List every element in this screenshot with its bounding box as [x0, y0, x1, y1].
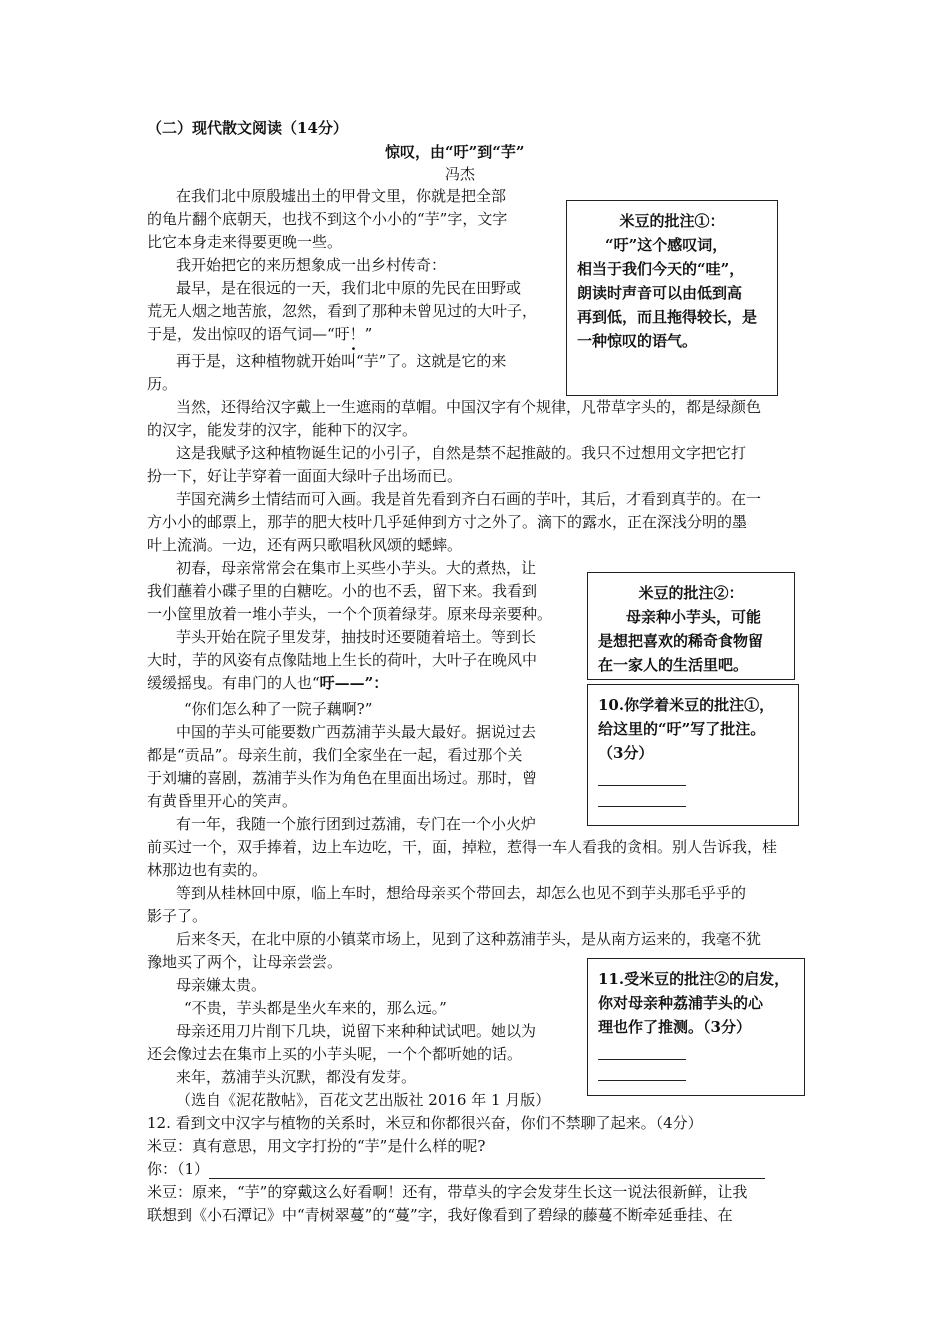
text-line: 历。 [147, 375, 178, 393]
text-line: “你们怎么种了一院子藕啊?” [184, 700, 373, 718]
emphasized-word: 吁——”： [319, 674, 389, 692]
question-line: 理也作了推测。（3分） [598, 1018, 751, 1036]
question-11-box [587, 958, 805, 1096]
text-line: 前买过一个，双手捧着，边上车边吃，干，面，掉粒，惹得一车人看我的贪相。别人告诉我，桂 [147, 838, 778, 856]
source-citation: （选自《泥花散帖》，百花文艺出版社 2016 年 1 月版） [176, 1091, 551, 1109]
text-line: 后来冬天，在北中原的小镇菜市场上，见到了这种荔浦芋头，是从南方运来的，我毫不犹 [176, 930, 762, 948]
dialog-midou-2: 米豆：原来，“芋”的穿戴这么好看啊！还有，带草头的字会发芽生长这一说法很新鲜，让我 [147, 1183, 748, 1201]
dialog-label: 你：（1） [147, 1160, 210, 1178]
emphasized-word: 吁！” · [335, 325, 373, 343]
text-line: 来年，荔浦芋头沉默，都没有发芽。 [176, 1068, 417, 1086]
text-line: 都是“贡品”。母亲生前，我们全家坐在一起，看过那个关 [147, 746, 523, 764]
text-line: 的汉字，能发芽的汉字，能种下的汉字。 [147, 421, 418, 439]
text-line: 这是我赋予这种植物诞生记的小引子，自然是禁不起推敲的。我只不过想用文字把它打 [176, 444, 747, 462]
text-line: 芋国充满乡土情结而可入画。我是首先看到齐白石画的芋叶，其后，才看到真芋的。在一 [176, 490, 762, 508]
article-title: 惊叹，由“吁”到“芋” [385, 143, 525, 161]
dialog-you-1 [147, 1159, 765, 1179]
answer-blank[interactable] [209, 1162, 765, 1179]
text-line: 影子了。 [147, 907, 208, 925]
annotation-line: 相当于我们今天的“哇”， [577, 260, 745, 278]
text-line: 于刘墉的喜剧，荔浦芋头作为角色在里面出场过。那时，曾 [147, 769, 538, 787]
annotation-line: 再到低，而且拖得较长，是 [577, 308, 758, 326]
section-title: （二）现代散文阅读（14分） [147, 119, 348, 137]
annotation-line: 母亲种小芋头，可能 [626, 608, 762, 626]
question-10-box [587, 684, 799, 826]
question-line: （3分） [598, 744, 654, 762]
text-line: 豫地买了两个，让母亲尝尝。 [147, 953, 343, 971]
annotation-line: 是想把喜欢的稀奇食物留 [598, 632, 764, 650]
text-line: 在我们北中原殷墟出土的甲骨文里，你就是把全部 [176, 187, 507, 205]
annotation-title: 米豆的批注②： [638, 584, 744, 602]
text-line: 初春，母亲常常会在集市上买些小芋头。大的煮热，让 [176, 559, 537, 577]
answer-blank[interactable] [598, 1062, 686, 1081]
text-line [147, 673, 388, 693]
answer-blank[interactable] [598, 767, 686, 786]
text-line: 芋头开始在院子里发芽，抽技时还要随着培土。等到长 [176, 628, 537, 646]
text-line: 母亲嫌太贵。 [176, 976, 267, 994]
dialog-midou-2-cont: 联想到《小石潭记》中“青树翠蔓”的“蔓”字，我好像看到了碧绿的藤蔓不断牵延垂挂、在 [147, 1206, 733, 1224]
annotation-line: 一种惊叹的语气。 [577, 332, 698, 350]
text-line: “不贵，芋头都是坐火车来的，那么远。” [184, 999, 447, 1017]
question-line: 11.受米豆的批注②的启发， [598, 970, 790, 988]
text-segment: 于是，发出惊叹的语气词—“ [147, 325, 335, 343]
text-line: 还会像过去在集市上买的小芋头呢，一个个都听她的话。 [147, 1045, 523, 1063]
annotation-box-2 [587, 572, 795, 680]
question-12-prompt: 12. 看到文中汉字与植物的关系时，米豆和你都很兴奋，你们不禁聊了起来。（4分） [147, 1114, 703, 1132]
text-line: 我开始把它的来历想象成一出乡村传奇： [176, 256, 447, 274]
dialog-midou-1: 米豆：真有意思，用文字打扮的“芋”是什么样的呢? [147, 1137, 486, 1155]
question-line: 你对母亲种荔浦芋头的心 [598, 994, 764, 1012]
text-line: 比它本身走来得要更晚一些。 [147, 233, 343, 251]
text-line: 母亲还用刀片削下几块，说留下来种种试试吧。她以为 [176, 1022, 537, 1040]
annotation-line: 在一家人的生活里吧。 [598, 656, 749, 674]
text-line: 荒无人烟之地苦旅，忽然，看到了那种未曾见过的大叶子， [147, 302, 538, 320]
text-line: 等到从桂林回中原，临上车时，想给母亲买个带回去，却怎么也见不到芋头那毛乎乎的 [176, 884, 747, 902]
annotation-line: “吁”这个感叹词， [605, 236, 728, 254]
text-line: 有黄昏里开心的笑声。 [147, 792, 298, 810]
text-segment: 缓缓摇曳。有串门的人也“ [147, 674, 320, 692]
annotation-box-1 [566, 200, 778, 396]
text-line: 中国的芋头可能要数广西荔浦芋头最大最好。据说过去 [176, 723, 537, 741]
annotation-title: 米豆的批注①： [619, 212, 725, 230]
text-line [147, 324, 372, 344]
text-line: 最早，是在很远的一天，我们北中原的先民在田野或 [176, 279, 522, 297]
text-line: 再于是，这种植物就开始叫“芋”了。这就是它的来 [176, 352, 507, 370]
text-line: 叶上流淌。一边，还有两只歌唱秋风颂的蟋蟀。 [147, 536, 463, 554]
annotation-line: 朗读时声音可以由低到高 [577, 284, 743, 302]
question-line: 10.你学着米豆的批注①， [598, 696, 775, 714]
text-line: 当然，还得给汉字戴上一生遮雨的草帽。中国汉字有个规律，凡带草字头的，都是绿颜色 [176, 398, 762, 416]
text-line: 一小筐里放着一堆小芋头，一个个顶着绿芽。原来母亲要种。 [147, 605, 553, 623]
text-line: 我们蘸着小碟子里的白糖吃。小的也不丢，留下来。我看到 [147, 582, 538, 600]
article-author: 冯杰 [445, 165, 476, 183]
text-line: 的龟片翻个底朝天，也找不到这个小小的“芋”字，文字 [147, 210, 508, 228]
answer-blank[interactable] [598, 788, 686, 807]
question-line: 给这里的“吁”写了批注。 [598, 720, 766, 738]
text-line: 有一年，我随一个旅行团到过荔浦，专门在一个小火炉 [176, 815, 537, 833]
text-line: 扮一下，好让芋穿着一面面大绿叶子出场而已。 [147, 467, 463, 485]
text-line: 大时，芋的风姿有点像陆地上生长的荷叶，大叶子在晚风中 [147, 651, 538, 669]
answer-blank[interactable] [598, 1041, 686, 1060]
text-line: 方小小的邮票上，那芋的肥大枝叶几乎延伸到方寸之外了。滴下的露水，正在深浅分明的墨 [147, 513, 748, 531]
text-line: 林那边也有卖的。 [147, 861, 268, 879]
